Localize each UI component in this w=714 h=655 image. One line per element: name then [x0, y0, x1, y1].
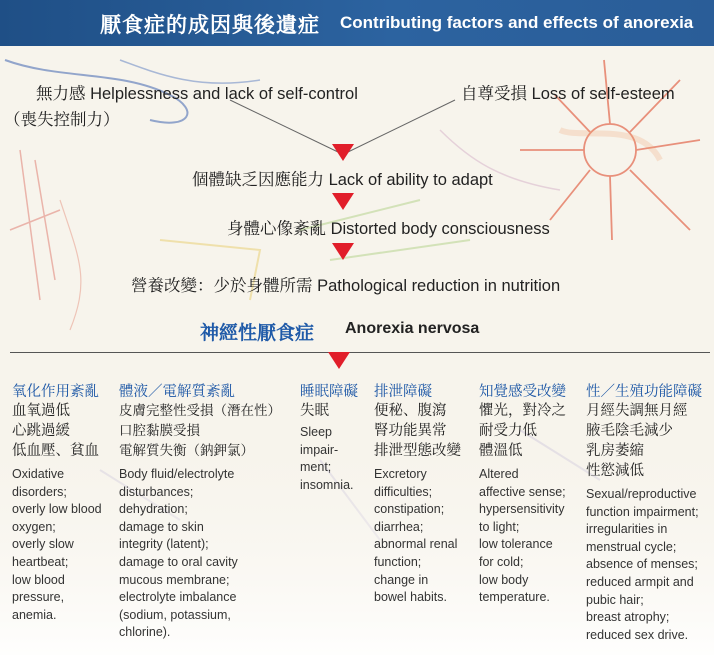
result-chinese: 神經性厭食症	[200, 322, 315, 344]
effect-excretory-en: Excretory difficulties; constipation; diarrhea; abnormal renal function; change in bowel habits.	[374, 467, 458, 605]
effect-sensory-zh: 懼光，對冷之 耐受力低 體溫低	[479, 403, 566, 459]
effect-sleep-en: Sleep impair- ment; insomnia.	[300, 425, 354, 492]
effect-sensory-title: 知覺感受改變	[479, 384, 566, 400]
title-chinese: 厭食症的成因與後遺症	[100, 13, 320, 37]
result-english: Anorexia nervosa	[345, 320, 480, 337]
cause-helplessness-subtitle: （喪失控制力）	[4, 111, 120, 129]
effect-fluid-en: Body fluid/electrolyte disturbances; dehydration; damage to skin integrity (latent); damage to oral cavity mucous membrane; electrolyte imbalance (sodium, potassium, chlorine).	[119, 467, 238, 640]
effect-sleep-zh: 失眠	[300, 403, 329, 419]
effect-excretory-title: 排泄障礙	[374, 384, 432, 400]
effect-sensory-en: Altered affective sense; hypersensitivity to light; low tolerance for cold; low body temperature.	[479, 467, 566, 605]
chain-step-3: 營養改變：少於身體所需 Pathological reduction in nutrition	[131, 277, 561, 295]
effect-reproductive-zh: 月經失調無月經 腋毛陰毛減少 乳房萎縮 性慾減低	[586, 403, 688, 479]
effect-oxidative-en: Oxidative disorders; overly low blood oxygen; overly slow heartbeat; low blood pressure, anemia.	[12, 467, 102, 622]
effect-fluid-zh: 皮膚完整性受損（潛在性） 口腔黏膜受損 電解質失衡（鈉鉀氯）	[119, 403, 281, 459]
chain-step-2: 身體心像紊亂 Distorted body consciousness	[227, 220, 550, 238]
arrow-down-icon	[332, 243, 354, 260]
effect-reproductive-en: Sexual/reproductive function impairment; irregularities in menstrual cycle; absence of menses; reduced armpit and pubic hair; breast atrophy; reduced sex drive.	[586, 487, 699, 642]
effect-oxidative-zh: 血氧過低 心跳過緩 低血壓、貧血	[12, 403, 99, 459]
header-banner	[0, 0, 714, 46]
arrow-down-icon	[328, 352, 350, 369]
section-divider	[10, 352, 710, 353]
title-english: Contributing factors and effects of anorexia	[340, 13, 694, 32]
arrow-down-icon	[332, 144, 354, 161]
cause-helplessness: 無力感 Helplessness and lack of self-control	[36, 85, 358, 103]
effect-fluid-title: 體液／電解質紊亂	[119, 384, 235, 400]
effect-sleep-title: 睡眠障礙	[300, 384, 358, 400]
effect-reproductive-title: 性／生殖功能障礙	[586, 384, 702, 400]
arrow-down-icon	[332, 193, 354, 210]
effect-excretory-zh: 便秘、腹瀉 腎功能異常 排泄型態改變	[374, 403, 461, 459]
effect-oxidative-title: 氧化作用紊亂	[12, 384, 99, 400]
chain-step-1: 個體缺乏因應能力 Lack of ability to adapt	[192, 171, 493, 189]
cause-self-esteem: 自尊受損 Loss of self-esteem	[461, 85, 675, 103]
